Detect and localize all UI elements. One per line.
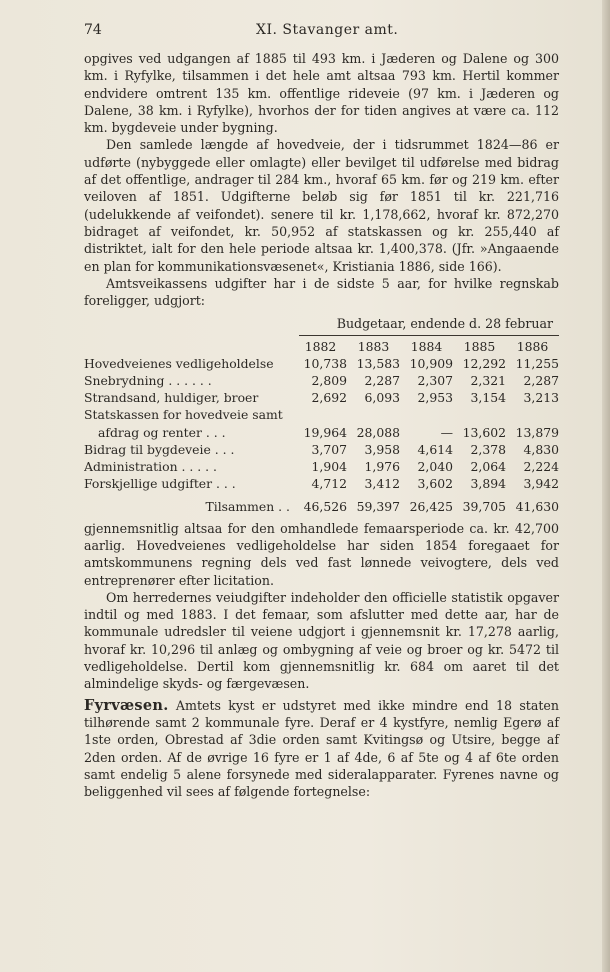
row-value: —: [440, 424, 453, 440]
year-1882: 1882: [304, 338, 337, 354]
row-value: 10,909: [409, 355, 453, 371]
row-label: Strandsand, huldiger, broer: [84, 390, 259, 406]
row-label: Snebrydning . . . . . .: [84, 373, 212, 389]
table-row: [84, 424, 559, 441]
row-value: 4,830: [523, 441, 559, 457]
row-value: 2,224: [523, 459, 559, 475]
row-value: 2,809: [311, 373, 347, 389]
row-value: 3,707: [311, 441, 347, 457]
paragraph-district-expenses: Om herredernes veiudgifter indeholder den officielle statistik opgaver indtil og med 1883. I det femaar, som afslutter med dette aar, har de kommunale udredsler til veiene udgjort i gjennemsnit kr. 17,278 aarlig, hvoraf kr. 10,296 til anlæg og ombygning af veie og broer og kr. 5472 til vedligeholdelse. Dertil kom gjennemsnitlig kr. 684 om aaret til det almindelige skyds- og færgevæsen.: [84, 589, 559, 692]
table-row: [84, 355, 559, 372]
row-label: Bidrag til bygdeveie . . .: [84, 441, 235, 457]
table-row: [84, 389, 559, 406]
section-title: Fyrvæsen.: [84, 696, 169, 714]
row-value: 13,583: [356, 355, 400, 371]
year-1883: 1883: [357, 338, 390, 354]
paragraph-lighthouses: [84, 697, 559, 801]
year-1886: 1886: [516, 338, 549, 354]
table-row: [84, 458, 559, 475]
total-1882: 46,526: [303, 499, 347, 515]
row-value: 2,287: [523, 373, 559, 389]
row-value: 4,614: [417, 441, 453, 457]
table-row: [84, 406, 559, 423]
row-value: 13,602: [462, 424, 506, 440]
row-value: 6,093: [364, 390, 400, 406]
section-text: Amtets kyst er udstyret med ikke mindre end 18 staten tilhørende samt 2 kommunale fyre. Deraf er 4 kystfyre, nemlig Egerø af 1ste orden, Obrestad af 3die orden samt Kvitingsø og Utsire, begge af 2den orden. Af de øvrige 16 fyre er 1 af 4de, 6 af 5te og 4 af 6te orden samt endelig 5 alene forsynede med sideralapparater. Fyrenes navne og beliggenhed vil sees af følgende fortegnelse:: [84, 697, 559, 800]
row-value: 2,287: [364, 373, 400, 389]
row-value: 4,712: [311, 476, 347, 492]
total-1885: 39,705: [462, 499, 506, 515]
year-1885: 1885: [463, 338, 496, 354]
page-edge-shadow: [602, 0, 610, 972]
paragraph-average: gjennemsnitlig altsaa for den omhandlede femaarsperiode ca. kr. 42,700 aarlig. Hovedveienes vedligeholdelse har siden 1854 foregaaet for amtskommunens regning dels ved fast lønnede veivogtere, dels ved entreprenører efter licitation.: [84, 520, 559, 588]
row-label: Forskjellige udgifter . . .: [84, 476, 236, 492]
table-rule: [299, 335, 559, 336]
row-value: 1,904: [311, 459, 347, 475]
year-1884: 1884: [410, 338, 443, 354]
row-label: afdrag og renter . . .: [98, 424, 226, 440]
row-value: 1,976: [364, 459, 400, 475]
row-value: 3,412: [364, 476, 400, 492]
row-label: Statskassen for hovedveie samt: [84, 407, 283, 423]
row-value: 11,255: [515, 355, 559, 371]
running-head: XI. Stavanger amt.: [256, 22, 399, 38]
row-value: 2,692: [311, 390, 347, 406]
table-body: [84, 355, 559, 493]
row-value: 2,953: [417, 390, 453, 406]
row-value: 3,213: [523, 390, 559, 406]
total-1884: 26,425: [409, 499, 453, 515]
row-value: 3,942: [523, 476, 559, 492]
table-row: [84, 441, 559, 458]
row-value: 2,378: [470, 441, 506, 457]
total-label: Tilsammen . .: [205, 499, 290, 515]
row-value: 2,040: [417, 459, 453, 475]
row-value: 13,879: [515, 424, 559, 440]
row-value: 3,894: [470, 476, 506, 492]
row-value: 10,738: [303, 355, 347, 371]
row-value: 2,321: [470, 373, 506, 389]
row-value: 28,088: [356, 424, 400, 440]
row-value: 19,964: [303, 424, 347, 440]
table-row: [84, 372, 559, 389]
row-value: 3,602: [417, 476, 453, 492]
table-caption: Budgetaar, endende d. 28 februar: [336, 316, 553, 332]
paragraph-expenses-intro: Amtsveikassens udgifter har i de sidste 5 aar, for hvilke regnskab foreligger, udgjort:: [84, 275, 559, 309]
row-value: 2,064: [470, 459, 506, 475]
expenses-table: [84, 315, 559, 515]
page-number: 74: [84, 22, 102, 38]
table-header-row: [84, 338, 559, 355]
total-1886: 41,630: [515, 499, 559, 515]
page-body: [84, 50, 559, 800]
row-label: Administration . . . . .: [84, 459, 217, 475]
row-value: 12,292: [462, 355, 506, 371]
paragraph-main-roads: Den samlede længde af hovedveie, der i tidsrummet 1824—86 er udførte (nybyggede eller omlagte) eller bevilget til udførelse med bidrag af det offentlige, andrager til 284 km., hvoraf 65 km. før og 219 km. efter veiloven af 1851. Udgifterne beløb sig før 1851 til kr. 221,716 (udelukkende af veifondet). senere til kr. 1,178,662, hvoraf kr. 872,270 bidraget af veifondet, kr. 50,952 af statskassen og kr. 255,440 af distriktet, ialt for den hele periode altsaa kr. 1,400,378. (Jfr. »Angaaende en plan for kommunikationsvæsenet«, Kristiania 1886, side 166).: [84, 137, 559, 274]
table-total-row: [84, 498, 559, 515]
total-1883: 59,397: [356, 499, 400, 515]
table-row: [84, 475, 559, 492]
row-value: 3,958: [364, 441, 400, 457]
paragraph-roads-length: opgives ved udgangen af 1885 til 493 km. i Jæderen og Dalene og 300 km. i Ryfylke, tilsammen i det hele amt altsaa 793 km. Hertil kommer endvidere omtrent 135 km. offentlige rideveie (97 km. i Jæderen og Dalene, 38 km. i Ryfylke), hvorhos der for tiden angives at være ca. 112 km. bygdeveie under bygning.: [84, 51, 559, 136]
row-value: 3,154: [470, 390, 506, 406]
row-label: Hovedveienes vedligeholdelse: [84, 355, 274, 371]
page-header: [84, 22, 559, 42]
row-value: 2,307: [417, 373, 453, 389]
